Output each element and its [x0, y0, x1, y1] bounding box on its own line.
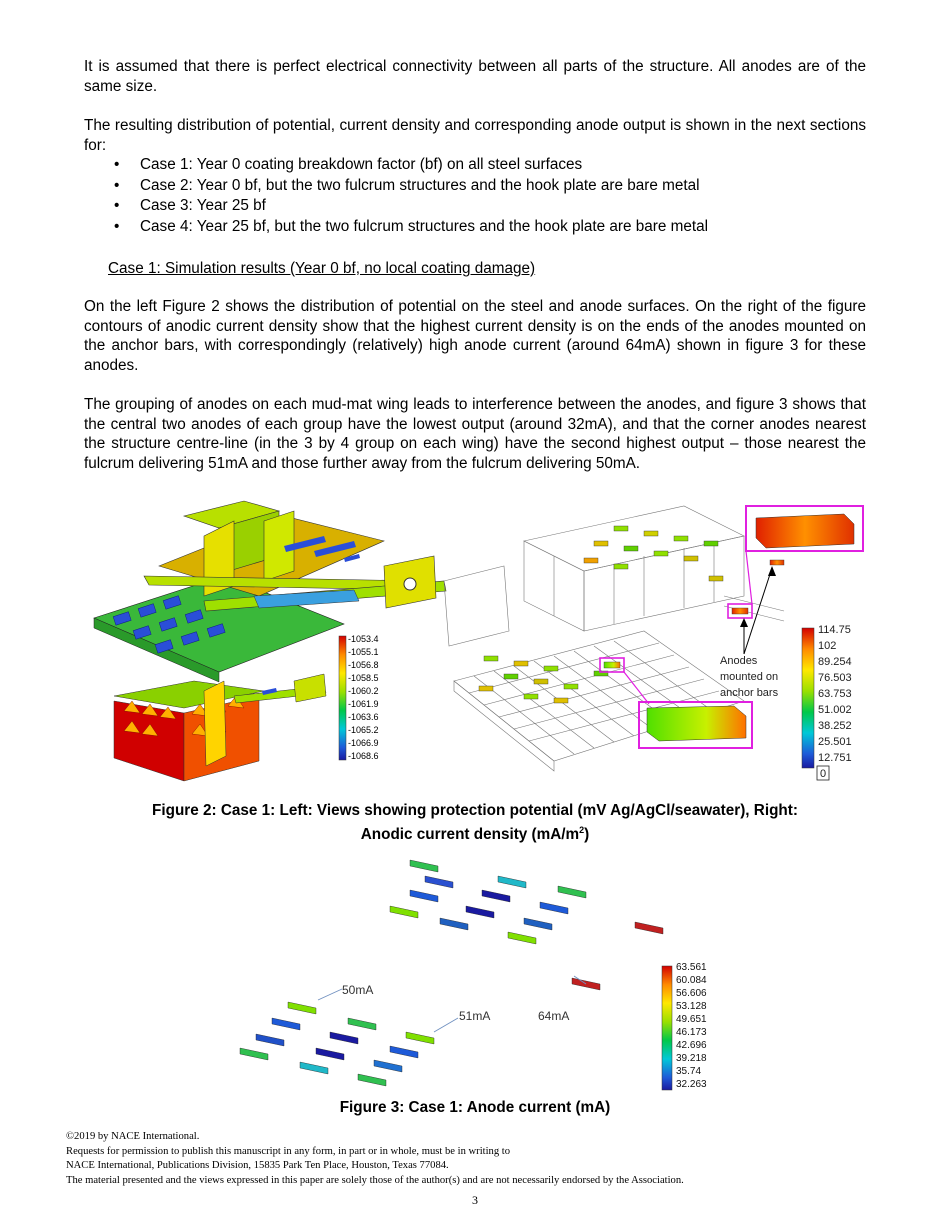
- legend-label: 76.503: [818, 672, 852, 684]
- anchor-bar-annotation: anchor bars: [720, 687, 779, 699]
- footer-line: ©2019 by NACE International.: [66, 1131, 200, 1142]
- legend-label: -1060.2: [348, 686, 379, 696]
- list-item: • Case 3: Year 25 bf: [84, 196, 708, 217]
- copyright-footer: [66, 1130, 684, 1188]
- footer-line: Requests for permission to publish this manuscript in any form, in part or in whole, must be in writing to: [66, 1145, 511, 1157]
- label-64ma: 64mA: [538, 1009, 570, 1023]
- legend-label: 0: [820, 768, 827, 780]
- legend-label: 102: [818, 640, 837, 652]
- legend-label: 53.128: [676, 1001, 707, 1012]
- legend-label: 35.74: [676, 1066, 702, 1077]
- legend-label: 39.218: [676, 1053, 707, 1064]
- legend-label: 46.173: [676, 1027, 707, 1038]
- anode-current-legend: [662, 962, 707, 1090]
- paragraph-results-intro: The resulting distribution of potential, current density and corresponding anode output is shown in the next sections for:: [84, 117, 866, 154]
- current-density-legend: [802, 624, 852, 780]
- footer-line: The material presented and the views expressed in this paper are solely those of the author(s) and are not necessarily endorsed by the Association.: [66, 1174, 684, 1186]
- paragraph-figure2-discussion: On the left Figure 2 shows the distribution of potential on the steel and anode surfaces. On the right of the figure contours of anodic current density show that the highest current density is on the ends of the anodes mounted on the anchor bars, with correspondingly (relatively) high anode current (around 64mA) shown in figure 3 for these anodes.: [84, 298, 866, 374]
- legend-label: -1053.4: [348, 634, 379, 644]
- anchor-bar-annotation: Anodes: [720, 655, 758, 667]
- legend-label: 63.753: [818, 688, 852, 700]
- figure2-caption-close: ): [584, 825, 590, 843]
- legend-label: 38.252: [818, 720, 852, 732]
- figure3-caption: Figure 3: Case 1: Anode current (mA): [339, 1099, 611, 1116]
- legend-label: 12.751: [818, 752, 852, 764]
- legend-label: 32.263: [676, 1079, 707, 1090]
- potential-legend: [339, 634, 379, 761]
- legend-label: -1055.1: [348, 647, 379, 657]
- legend-label: -1058.5: [348, 673, 379, 683]
- case-list: [84, 155, 708, 237]
- legend-label: 60.084: [676, 975, 707, 986]
- legend-label: 114.75: [818, 624, 851, 636]
- figure2-caption-superscript: 2: [579, 824, 585, 835]
- legend-label: -1063.6: [348, 712, 379, 722]
- legend-label: 89.254: [818, 656, 852, 668]
- case1-heading: Case 1: Simulation results (Year 0 bf, no local coating damage): [108, 260, 536, 277]
- legend-label: 42.696: [676, 1040, 707, 1051]
- figure2-caption: [84, 801, 866, 844]
- legend-label: 51.002: [818, 704, 852, 716]
- paragraph-interference: The grouping of anodes on each mud-mat wing leads to interference between the anodes, and figure 3 shows that the central two anodes of each group have the lowest output (around 32mA), and that the corner anodes nearest the structure centre-line (in the 3 by 4 group on each wing) have the second highest output – those nearest the fulcrum delivering 51mA and those further away from the fulcrum delivering 50mA.: [84, 396, 866, 472]
- list-item: • Case 2: Year 0 bf, but the two fulcrum structures and the hook plate are bare metal: [84, 176, 708, 197]
- figure2-caption-line2: Anodic current density (mA/m: [360, 825, 580, 843]
- label-50ma: 50mA: [342, 983, 374, 997]
- legend-label: 56.606: [676, 988, 707, 999]
- page-number: 3: [472, 1193, 478, 1207]
- label-51ma: 51mA: [459, 1009, 491, 1023]
- legend-label: -1066.9: [348, 738, 379, 748]
- footer-line: NACE International, Publications Division, 15835 Park Ten Place, Houston, Texas 77084.: [66, 1160, 449, 1172]
- legend-label: -1065.2: [348, 725, 379, 735]
- legend-label: -1068.6: [348, 751, 379, 761]
- legend-label: -1061.9: [348, 699, 379, 709]
- figure-3: [230, 852, 730, 1097]
- legend-label: 63.561: [676, 962, 707, 973]
- paragraph-connectivity: It is assumed that there is perfect electrical connectivity between all parts of the structure. All anodes are of the same size.: [84, 58, 866, 95]
- list-item: • Case 1: Year 0 coating breakdown factor (bf) on all steel surfaces: [84, 155, 708, 176]
- anchor-bar-annotation: mounted on: [720, 671, 779, 683]
- legend-label: 25.501: [818, 736, 852, 748]
- figure-2: [84, 496, 874, 796]
- legend-label: 49.651: [676, 1014, 707, 1025]
- figure2-caption-line1: Figure 2: Case 1: Left: Views showing protection potential (mV Ag/AgCl/seawater), Right:: [152, 802, 798, 819]
- legend-label: -1056.8: [348, 660, 379, 670]
- list-item: • Case 4: Year 25 bf, but the two fulcrum structures and the hook plate are bare metal: [84, 217, 708, 238]
- anode-bars: [240, 860, 663, 1086]
- structure-potential-view: [94, 501, 446, 781]
